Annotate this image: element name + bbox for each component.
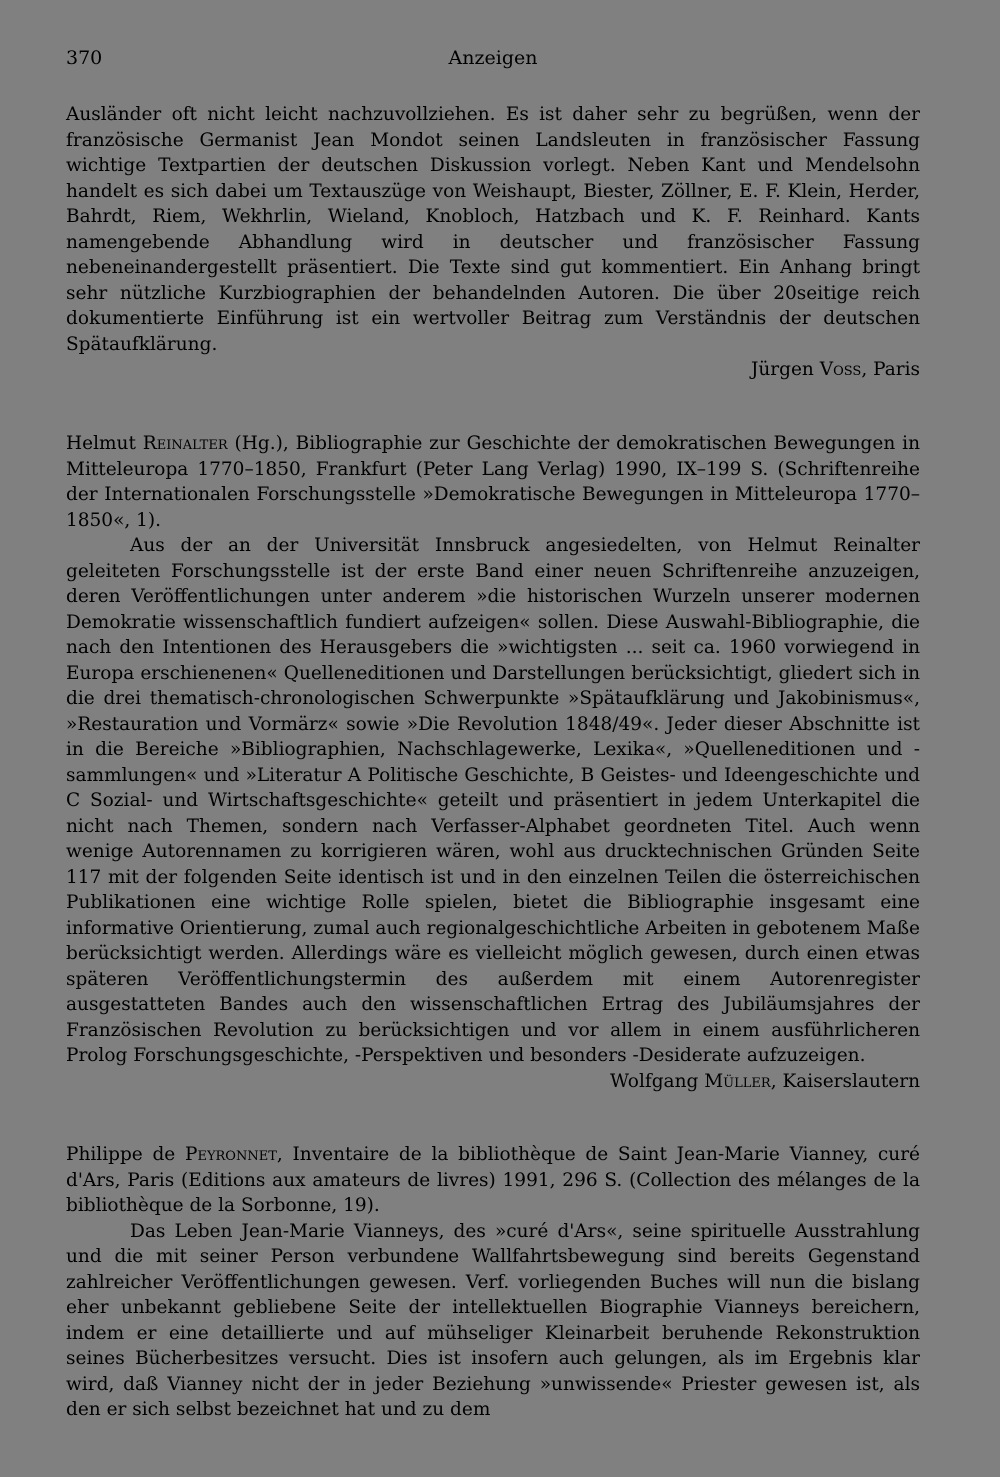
citation-text: (Hg.), Bibliographie zur Geschichte der demokratischen Bewegungen in Mitteleuropa 1770–1850, Frankfurt (Peter Lang Verlag) 1990, IX–199 S. (Schriftenreihe der Internationalen Forschungsstelle »Demokratische Bewegungen in Mitteleuropa 1770–1850«, 1). [66,433,920,531]
reviewer-place: , Paris [861,359,920,380]
review-continuation [66,102,920,383]
author-first-name: Helmut [66,433,136,454]
review-reinalter [66,431,920,1094]
review-peyronnet [66,1142,920,1423]
author-surname: Peyronnet [185,1144,277,1165]
reviewer-first-name: Wolfgang [610,1070,699,1092]
running-title: Anzeigen [448,47,538,69]
reviewer-surname: Müller [704,1070,771,1092]
page-header [66,47,920,75]
reviewer-surname: Voss [819,359,862,380]
review-body: Aus der an der Universität Innsbruck angesiedelten, von Helmut Reinalter geleiteten Forschungsstelle ist der erste Band einer neuen Schriftenreihe anzuzeigen, deren Veröffentlichungen unter anderem »die historischen Wurzeln unserer modernen Demokratie wissenschaftlich fundiert aufzeigen« sollen. Diese Auswahl-Bibliographie, die nach den Intentionen des Herausgebers die »wichtigsten ... seit ca. 1960 vorwiegend in Europa erschienenen« Quelleneditionen und Darstellungen berücksichtigt, gliedert sich in die drei thematisch-chronologischen Schwerpunkte »Spätaufklärung und Jakobinismus«, »Restauration und Vormärz« sowie »Die Revolution 1848/49«. Jeder dieser Abschnitte ist in die Bereiche »Bibliographien, Nachschlagewerke, Lexika«, »Quelleneditionen und -sammlungen« und »Literatur A Politische Geschichte, B Geistes- und Ideengeschichte und C Sozial- und Wirtschaftsgeschichte« geteilt und präsentiert in jedem Unterkapitel die nicht nach Themen, sondern nach Verfasser-Alphabet geordneten Titel. Auch wenn wenige Autorennamen zu korrigieren wären, wohl aus drucktechnischen Gründen Seite 117 mit der folgenden Seite identisch ist und in den einzelnen Teilen die österreichischen Publikationen eine wichtige Rolle spielen, bietet die Bibliographie insgesamt eine informative Orientierung, zumal auch regionalgeschichtliche Arbeiten in gebotenem Maße berücksichtigt werden. Allerdings wäre es vielleicht möglich gewesen, durch einen etwas späteren Veröffentlichungstermin des außerdem mit einem Autorenregister ausgestatteten Bandes auch den wissenschaftlichen Ertrag des Jubiläumsjahres der Französischen Revolution zu berücksichtigen und vor allem in einem ausführlicheren Prolog Forschungsgeschichte, -Perspektiven und besonders -Desiderate aufzuzeigen. [66,535,920,1066]
paragraph: Ausländer oft nicht leicht nachzuvollziehen. Es ist daher sehr zu begrüßen, wenn der französische Germanist Jean Mondot seinen Landsleuten in französischer Fassung wichtige Textpartien der deutschen Diskussion vorlegt. Neben Kant und Mendelsohn handelt es sich dabei um Textauszüge von Weishaupt, Biester, Zöllner, E. F. Klein, Herder, Bahrdt, Riem, Wekhrlin, Wieland, Knobloch, Hatzbach und K. F. Reinhard. Kants namengebende Abhandlung wird in deutscher und französischer Fassung nebeneinandergestellt präsentiert. Die Texte sind gut kommentiert. Ein Anhang bringt sehr nützliche Kurzbiographien der behandelnden Autoren. Die über 20seitige reich dokumentierte Einführung ist ein wertvoller Beitrag zum Verständnis der deutschen Spätaufklärung. [66,104,920,355]
page-number: 370 [66,47,103,69]
review-body: Das Leben Jean-Marie Vianneys, des »curé d'Ars«, seine spirituelle Ausstrahlung und die mit seiner Person verbundene Wallfahrtsbewegung sind bereits Gegenstand zahlreicher Veröffentlichungen gewesen. Verf. vorliegenden Buches will nun die bislang eher unbekannt gebliebene Seite der intellektuellen Biographie Vianneys bereichern, indem er eine detaillierte und auf mühseliger Kleinarbeit beruhende Rekonstruktion seines Bücherbesitzes versucht. Dies ist insofern auch gelungen, als im Ergebnis klar wird, daß Vianney nicht der in jeder Beziehung »unwissende« Priester gewesen ist, als den er sich selbst bezeichnet hat und zu dem [66,1220,920,1420]
citation-text: , Inventaire de la bibliothèque de Saint Jean-Marie Vianney, curé d'Ars, Paris (Editions aux amateurs de livres) 1991, 296 S. (Collection des mélanges de la bibliothèque de la Sorbonne, 19). [66,1144,921,1216]
bibliographic-citation [66,431,920,533]
reviewer-signature [66,1069,920,1095]
reviewer-first-name: Jürgen [750,359,814,380]
author-surname: Reinalter [142,433,228,454]
reviewer-signature [66,357,920,383]
bibliographic-citation [66,1142,920,1219]
reviewer-place: , Kaiserslautern [770,1070,920,1092]
author-first-name: Philippe de [66,1144,176,1165]
